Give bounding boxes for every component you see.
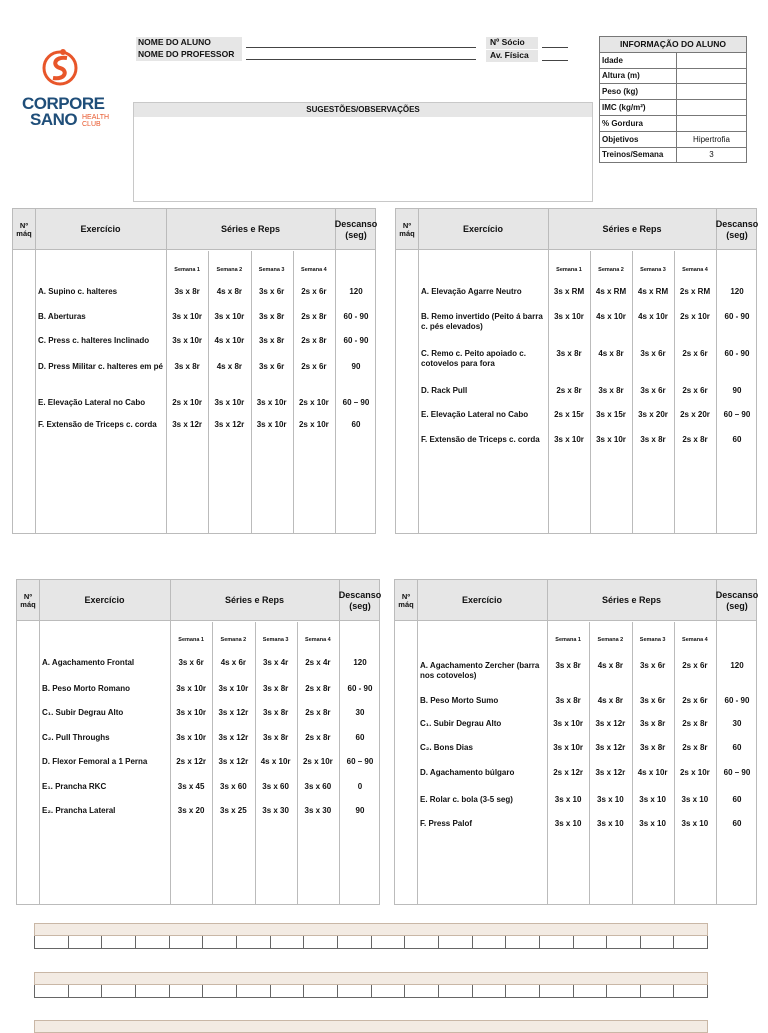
rest-value: 60 - 90 <box>724 349 750 358</box>
week-label: Semana 4 <box>301 267 327 273</box>
rest-value: 90 <box>732 386 742 395</box>
week-label: Semana 2 <box>597 637 624 643</box>
series-value: 3s x 8r <box>598 386 624 395</box>
series-value: 3s x 10r <box>554 435 584 444</box>
rest-header: Descanso (seg) <box>715 589 759 611</box>
week-label: Semana 1 <box>178 637 204 643</box>
exercise-header: Exercício <box>80 224 121 234</box>
series-value: 2s x RM <box>679 287 711 296</box>
week-label: Semana 3 <box>640 267 666 273</box>
series-value: 3s x 12r <box>218 708 249 717</box>
series-reps-header: Séries e Reps <box>224 595 285 605</box>
rest-value: 120 <box>349 287 363 296</box>
rest-value: 0 <box>357 782 363 791</box>
series-value: 2s x 6r <box>682 349 708 358</box>
series-value: 2s x 8r <box>682 435 708 444</box>
week-label: Semana 3 <box>258 267 285 273</box>
grid-cells[interactable] <box>34 936 708 949</box>
info-label: % Gordura <box>600 115 677 131</box>
exercise-name: A. Agachamento Zercher (barra nos cotovelos) <box>420 661 540 680</box>
series-value: 2s x 10r <box>679 768 710 777</box>
exercise-name: B. Peso Morto Sumo <box>420 696 499 705</box>
series-value: 2s x 6r <box>682 696 708 705</box>
series-value: 3s x 8r <box>258 312 285 321</box>
student-name-field[interactable] <box>246 37 476 48</box>
series-value: 3s x 10r <box>172 336 203 345</box>
series-value: 3s x 12r <box>218 757 249 766</box>
series-value: 4s x 10r <box>596 312 626 321</box>
series-value: 2s x 6r <box>301 287 327 296</box>
series-value: 3s x 12r <box>595 768 626 777</box>
week-label: Semana 4 <box>305 637 331 643</box>
exercise-name: E₁. Prancha RKC <box>42 782 107 791</box>
exercise-name: C₂. Pull Throughs <box>42 733 110 742</box>
workout-table <box>395 208 757 534</box>
exercise-name: C₁. Subir Degrau Alto <box>420 719 502 728</box>
series-value: 2s x 12r <box>553 768 584 777</box>
exercise-name: C. Press c. halteres Inclinado <box>38 336 150 345</box>
exercise-name: C₁. Subir Degrau Alto <box>42 708 124 717</box>
exercise-name: D. Rack Pull <box>421 386 468 395</box>
info-label: Altura (m) <box>600 68 677 84</box>
machine-number-header: Nº máq <box>399 220 415 238</box>
series-value: 2s x 8r <box>305 708 331 717</box>
workout-table <box>16 579 380 905</box>
info-value[interactable] <box>677 100 747 116</box>
exercise-name: F. Press Palof <box>420 819 473 828</box>
rest-value: 60 - 90 <box>347 684 373 693</box>
info-value[interactable] <box>677 68 747 84</box>
series-value: 3s x 10 <box>681 819 709 828</box>
rest-value: 30 <box>355 708 365 717</box>
suggestions-title: SUGESTÕES/OBSERVAÇÕES <box>134 103 592 117</box>
avfisica-label: Av. Física <box>486 50 538 62</box>
workout-table <box>394 579 757 905</box>
info-value[interactable] <box>677 52 747 68</box>
week-label: Semana 3 <box>639 637 666 643</box>
series-value: 2s x 8r <box>556 386 582 395</box>
series-value: 3s x 8r <box>174 287 200 296</box>
machine-number-header: Nº máq <box>398 591 414 609</box>
series-value: 3s x 8r <box>555 696 581 705</box>
series-value: 4s x 8r <box>597 661 624 670</box>
column-divider <box>35 209 36 533</box>
logo-text-2: SANO <box>30 110 78 129</box>
series-value: 3s x 8r <box>262 733 289 742</box>
series-value: 3s x 60 <box>304 782 332 791</box>
student-label: NOME DO ALUNO <box>136 37 242 49</box>
blank-grid-2 <box>34 972 708 998</box>
week-label: Semana 1 <box>174 267 200 273</box>
exercise-name: C. Remo c. Peito apoiado c. cotovelos para fora <box>421 349 526 368</box>
exercise-name: E. Elevação Lateral no Cabo <box>421 410 529 419</box>
teacher-label: NOME DO PROFESSOR <box>136 49 242 61</box>
exercise-name: B. Remo invertido (Peito á barra c. pés elevados) <box>421 312 543 331</box>
series-value: 3s x 15r <box>596 410 626 419</box>
series-value: 3s x 10 <box>597 819 624 828</box>
exercise-name: B. Peso Morto Romano <box>42 684 131 693</box>
series-value: 2s x 10r <box>298 420 329 429</box>
week-label: Semana 1 <box>556 267 582 273</box>
series-value: 3s x 20r <box>638 410 668 419</box>
rest-value: 60 <box>355 733 365 742</box>
series-value: 4s x 8r <box>216 287 243 296</box>
series-value: 3s x 30 <box>304 806 332 815</box>
series-value: 3s x 8r <box>262 684 289 693</box>
exercise-name: E. Elevação Lateral no Cabo <box>38 398 146 407</box>
series-value: 3s x 10 <box>681 795 709 804</box>
grid-bar <box>34 972 708 985</box>
exercise-name: A. Agachamento Frontal <box>42 658 135 667</box>
series-value: 3s x 6r <box>258 362 285 371</box>
series-value: 2s x 10r <box>680 312 710 321</box>
machine-number-header: Nº máq <box>20 591 36 609</box>
rest-value: 60 – 90 <box>346 757 374 766</box>
series-value: 3s x 10r <box>176 684 207 693</box>
exercise-header: Exercício <box>462 224 504 234</box>
week-label: Semana 4 <box>682 267 708 273</box>
series-value: 4s x 10r <box>214 336 245 345</box>
rest-value: 60 – 90 <box>723 410 751 419</box>
series-reps-header: Séries e Reps <box>602 224 662 234</box>
series-value: 3s x 10r <box>553 743 584 752</box>
column-divider <box>39 580 40 904</box>
exercise-name: C₂. Bons Dias <box>420 743 473 752</box>
machine-number-header: Nº máq <box>16 220 32 238</box>
rest-value: 30 <box>732 719 742 728</box>
exercise-name: E. Rolar c. bola (3-5 seg) <box>420 795 513 804</box>
series-value: 3s x 12r <box>595 743 626 752</box>
series-value: 3s x 8r <box>639 743 666 752</box>
socio-field[interactable] <box>542 37 568 48</box>
column-divider <box>716 209 717 533</box>
series-value: 3s x 60 <box>262 782 289 791</box>
series-value: 2s x 8r <box>682 719 708 728</box>
series-value: 3s x 10 <box>554 795 582 804</box>
series-value: 2s x 10r <box>302 757 333 766</box>
series-value: 3s x 8r <box>556 349 582 358</box>
rest-header: Descanso (seg) <box>338 589 382 611</box>
week-label: Semana 3 <box>262 637 289 643</box>
column-divider <box>548 209 549 533</box>
exercise-name: A. Supino c. halteres <box>38 287 118 296</box>
rest-value: 60 - 90 <box>724 696 750 705</box>
series-value: 3s x 10r <box>256 398 287 407</box>
logo-text-1: CORPORE <box>22 94 105 113</box>
column-divider <box>547 580 548 904</box>
series-value: 3s x 8r <box>262 708 289 717</box>
series-value: 3s x 6r <box>178 658 204 667</box>
info-label: Idade <box>600 52 677 68</box>
teacher-name-field[interactable] <box>246 49 476 60</box>
rest-value: 60 - 90 <box>724 312 750 321</box>
series-value: 2s x 8r <box>305 733 331 742</box>
series-value: 2s x 15r <box>554 410 584 419</box>
rest-value: 90 <box>351 362 361 371</box>
info-value[interactable] <box>677 84 747 100</box>
rest-header: Descanso (seg) <box>334 218 378 240</box>
series-value: 3s x 10 <box>597 795 624 804</box>
series-value: 3s x 12r <box>214 420 245 429</box>
week-label: Semana 2 <box>598 267 624 273</box>
series-value: 3s x 10r <box>218 684 249 693</box>
series-value: 2s x 10r <box>172 398 203 407</box>
series-value: 3s x 8r <box>555 661 581 670</box>
blank-grid-1 <box>34 923 708 949</box>
series-value: 2s x 6r <box>682 386 708 395</box>
week-label: Semana 1 <box>555 637 581 643</box>
rest-value: 60 <box>351 420 361 429</box>
exercise-name: D. Flexor Femoral a 1 Perna <box>42 757 148 766</box>
series-value: 2s x 8r <box>301 312 327 321</box>
rest-value: 120 <box>730 661 744 670</box>
series-reps-header: Séries e Reps <box>220 224 281 234</box>
exercise-header: Exercício <box>84 595 125 605</box>
suggestions-box[interactable] <box>133 102 593 202</box>
series-value: 4s x 10r <box>637 768 668 777</box>
series-value: 4s x 8r <box>598 349 624 358</box>
info-value[interactable] <box>677 115 747 131</box>
student-info-table <box>599 36 747 163</box>
series-value: 4s x RM <box>637 287 669 296</box>
series-value: 3s x 10 <box>554 819 582 828</box>
column-divider <box>417 580 418 904</box>
column-divider <box>418 209 419 533</box>
series-value: 2s x 10r <box>298 398 329 407</box>
series-value: 3s x 10r <box>553 719 584 728</box>
series-value: 3s x 10r <box>214 398 245 407</box>
series-value: 4s x RM <box>595 287 627 296</box>
info-label: IMC (kg/m²) <box>600 100 677 116</box>
column-divider <box>716 580 717 904</box>
series-value: 2s x 12r <box>176 757 207 766</box>
rest-value: 60 - 90 <box>343 336 369 345</box>
series-value: 3s x RM <box>553 287 585 296</box>
series-value: 3s x 12r <box>172 420 203 429</box>
series-reps-header: Séries e Reps <box>601 595 662 605</box>
rest-value: 120 <box>730 287 744 296</box>
socio-label: Nº Sócio <box>486 37 538 49</box>
series-value: 3s x 10 <box>639 795 666 804</box>
series-value: 3s x 6r <box>639 696 666 705</box>
week-label: Semana 4 <box>682 637 708 643</box>
series-value: 3s x 8r <box>258 336 285 345</box>
series-value: 3s x 10 <box>639 819 666 828</box>
rest-value: 60 <box>732 743 742 752</box>
series-value: 2s x 6r <box>682 661 708 670</box>
series-value: 3s x 8r <box>174 362 200 371</box>
week-label: Semana 2 <box>216 267 243 273</box>
grid-bar <box>34 923 708 936</box>
exercise-name: A. Elevação Agarre Neutro <box>421 287 522 296</box>
corpore-sano-logo <box>8 44 128 134</box>
series-value: 4s x 6r <box>220 658 247 667</box>
series-value: 3s x 10r <box>256 420 287 429</box>
exercise-name: D. Press Militar c. halteres em pé <box>38 362 163 371</box>
rest-value: 60 – 90 <box>342 398 370 407</box>
rest-value: 60 - 90 <box>343 312 369 321</box>
series-value: 3s x 12r <box>218 733 249 742</box>
logo-icon <box>40 46 80 90</box>
series-value: 3s x 10r <box>596 435 626 444</box>
rest-value: 60 – 90 <box>723 768 751 777</box>
series-value: 4s x 10r <box>638 312 668 321</box>
series-value: 3s x 8r <box>640 435 666 444</box>
rest-value: 60 <box>732 819 742 828</box>
exercise-name: B. Aberturas <box>38 312 86 321</box>
series-value: 3s x 10r <box>172 312 203 321</box>
series-value: 3s x 10r <box>214 312 245 321</box>
series-value: 3s x 10r <box>176 708 207 717</box>
series-value: 2s x 6r <box>301 362 327 371</box>
series-value: 3s x 12r <box>595 719 626 728</box>
series-value: 3s x 10r <box>554 312 584 321</box>
series-value: 3s x 30 <box>262 806 289 815</box>
column-divider <box>335 209 336 533</box>
rest-value: 60 <box>732 435 742 444</box>
column-divider <box>170 580 171 904</box>
series-value: 2s x 8r <box>682 743 708 752</box>
series-value: 3s x 6r <box>639 661 666 670</box>
series-value: 2s x 4r <box>305 658 331 667</box>
grid-cells[interactable] <box>34 985 708 998</box>
info-label: Objetivos <box>600 131 677 147</box>
blank-grid-3 <box>34 1020 708 1033</box>
series-value: 4s x 10r <box>260 757 291 766</box>
exercise-name: F. Extensão de Triceps c. corda <box>38 420 157 429</box>
grid-bar <box>34 1020 708 1033</box>
series-value: 3s x 8r <box>639 719 666 728</box>
column-divider <box>339 580 340 904</box>
workout-table <box>12 208 376 534</box>
series-value: 3s x 10r <box>176 733 207 742</box>
series-value: 3s x 6r <box>640 386 666 395</box>
series-value: 3s x 25 <box>220 806 247 815</box>
column-divider <box>166 209 167 533</box>
rest-value: 60 <box>732 795 742 804</box>
rest-value: 90 <box>355 806 365 815</box>
info-label: Peso (kg) <box>600 84 677 100</box>
series-value: 3s x 45 <box>177 782 205 791</box>
exercise-header: Exercício <box>461 595 503 605</box>
series-value: 4s x 8r <box>216 362 243 371</box>
exercise-name: F. Extensão de Triceps c. corda <box>421 435 540 444</box>
series-value: 4s x 8r <box>597 696 624 705</box>
exercise-name: E₂. Prancha Lateral <box>42 806 116 815</box>
series-value: 2s x 20r <box>680 410 710 419</box>
rest-header: Descanso (seg) <box>715 218 759 240</box>
series-value: 3s x 4r <box>262 658 289 667</box>
info-value[interactable]: 3 <box>677 147 747 163</box>
info-title: INFORMAÇÃO DO ALUNO <box>600 37 747 53</box>
exercise-name: D. Agachamento búlgaro <box>420 768 515 777</box>
series-value: 3s x 6r <box>640 349 666 358</box>
series-value: 3s x 20 <box>177 806 205 815</box>
rest-value: 120 <box>353 658 367 667</box>
info-value[interactable]: Hipertrofia <box>677 131 747 147</box>
week-label: Semana 2 <box>220 637 247 643</box>
avfisica-field[interactable] <box>542 50 568 61</box>
series-value: 2s x 8r <box>301 336 327 345</box>
series-value: 2s x 8r <box>305 684 331 693</box>
logo-sub: HEALTH CLUB <box>82 114 110 128</box>
info-label: Treinos/Semana <box>600 147 677 163</box>
series-value: 3s x 6r <box>258 287 285 296</box>
series-value: 3s x 60 <box>220 782 247 791</box>
